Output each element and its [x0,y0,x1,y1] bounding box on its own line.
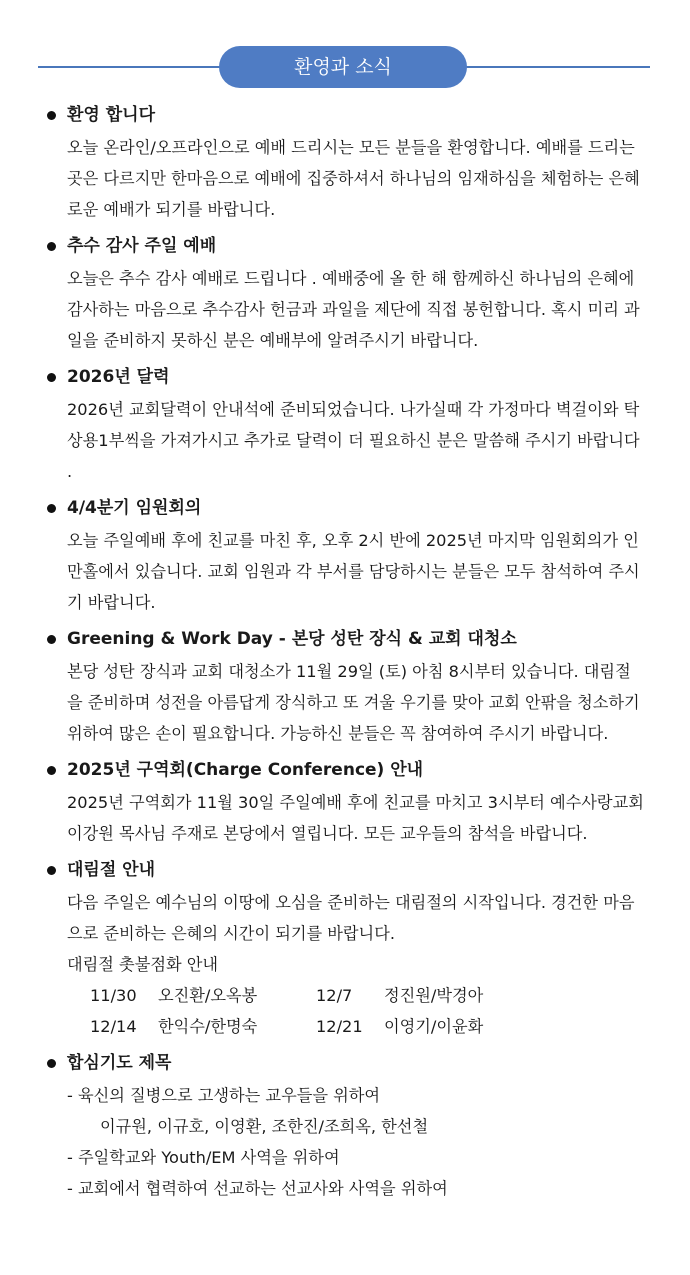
announcement-title: Greening & Work Day - 본당 성탄 장식 & 교회 대청소 [67,629,517,649]
bullet-icon [47,766,56,775]
announcement-welcome [0,98,690,225]
announcement-title: 2025년 구역회(Charge Conference) 안내 [67,760,424,780]
announcement-prayer [0,1046,690,1204]
announcement-title: 합심기도 제목 [67,1053,172,1073]
announcement-body: 오늘 주일예배 후에 친교를 마친 후, 오후 2시 반에 2025년 마지막 임원회의가 인만홀에서 있습니다. 교회 임원과 각 부서를 담당하시는 분들은 모두 참석하여 주시기 바랍니다. [67,531,640,612]
announcement-title: 2026년 달력 [67,367,170,387]
announcement-body: 다음 주일은 예수님의 이땅에 오심을 준비하는 대림절의 시작입니다. 경건한 마음으로 준비하는 은혜의 시간이 되기를 바랍니다. [67,893,635,943]
bullet-icon [47,504,56,513]
bullet-icon [47,1059,56,1068]
announcement-advent [0,853,690,1042]
schedule-names: 정진원/박경아 [384,986,484,1005]
bullet-icon [47,866,56,875]
schedule-names: 이영기/이윤화 [384,1017,484,1036]
advent-schedule-row [90,1011,690,1042]
announcement-charge-conference [0,753,690,849]
section-header [0,46,690,88]
announcement-list [0,98,690,1208]
schedule-names: 한익수/한명숙 [158,1017,258,1036]
announcement-thanksgiving [0,229,690,356]
advent-schedule-row [90,980,690,1011]
announcement-body: 2026년 교회달력이 안내석에 준비되었습니다. 나가실때 각 가정마다 벽걸이와 탁상용1부씩을 가져가시고 추가로 달력이 더 필요하신 분은 말씀해 주시기 바랍니다 . [67,400,640,481]
announcement-board-meeting [0,491,690,618]
prayer-line: - 주일학교와 Youth/EM 사역을 위하여 [67,1148,340,1167]
advent-candle-subtitle: 대림절 촛불점화 안내 [67,955,219,974]
schedule-names: 오진환/오옥봉 [158,986,258,1005]
prayer-names: 이규원, 이규호, 이영환, 조한진/조희옥, 한선철 [100,1117,429,1136]
schedule-date: 12/14 [90,1017,137,1036]
announcement-title: 4/4분기 임원회의 [67,498,202,518]
bullet-icon [47,635,56,644]
announcement-body: 오늘 온라인/오프라인으로 예배 드리시는 모든 분들을 환영합니다. 예배를 드리는 곳은 다르지만 한마음으로 예배에 집중하셔서 하나님의 임재하심을 체험하는 은혜로운 예배가 되기를 바랍니다. [67,138,640,219]
schedule-date: 11/30 [90,986,137,1005]
announcement-title: 대림절 안내 [67,860,156,880]
announcement-greening [0,622,690,749]
announcement-body: 2025년 구역회가 11월 30일 주일예배 후에 친교를 마치고 3시부터 예수사랑교회 이강원 목사님 주재로 본당에서 열립니다. 모든 교우들의 참석을 바랍니다. [67,793,644,843]
announcement-calendar [0,360,690,487]
announcement-body: 본당 성탄 장식과 교회 대청소가 11월 29일 (토) 아침 8시부터 있습니다. 대림절을 준비하며 성전을 아름답게 장식하고 또 겨울 우기를 맞아 교회 안팎을 청소하기 위하여 많은 손이 필요합니다. 가능하신 분들은 꼭 참여하여 주시기 바랍니다. [67,662,640,743]
bullet-icon [47,242,56,251]
announcement-body: 오늘은 추수 감사 예배로 드립니다 . 예배중에 올 한 해 함께하신 하나님의 은혜에 감사하는 마음으로 추수감사 헌금과 과일을 제단에 직접 봉헌합니다. 혹시 미리 과일을 준비하지 못하신 분은 예배부에 알려주시기 바랍니다. [67,269,640,350]
prayer-line: - 육신의 질병으로 고생하는 교우들을 위하여 [67,1086,381,1105]
schedule-date: 12/21 [316,1017,363,1036]
bullet-icon [47,373,56,382]
announcement-title: 환영 합니다 [67,105,156,125]
schedule-date: 12/7 [316,986,353,1005]
prayer-line: - 교회에서 협력하여 선교하는 선교사와 사역을 위하여 [67,1179,448,1198]
section-title: 환영과 소식 [219,46,467,88]
announcement-title: 추수 감사 주일 예배 [67,236,217,256]
bullet-icon [47,111,56,120]
